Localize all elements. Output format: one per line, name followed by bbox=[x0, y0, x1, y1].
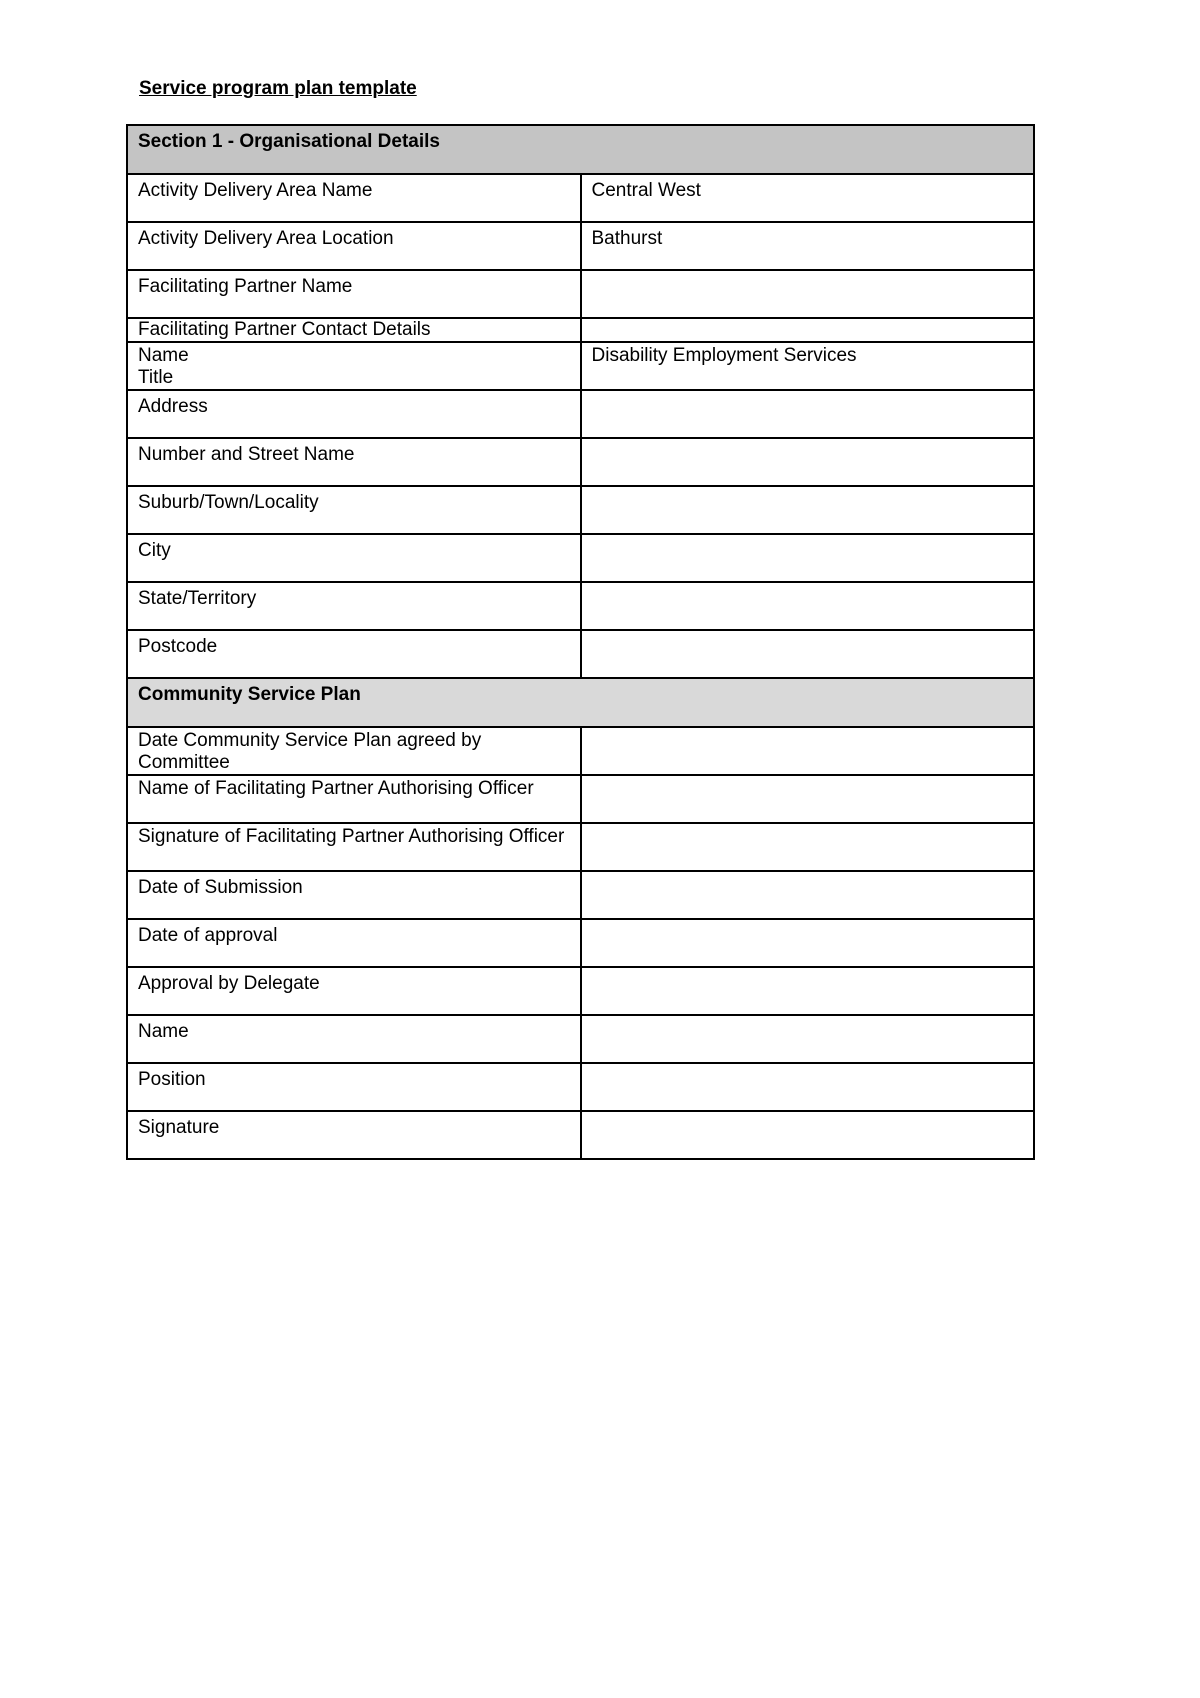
table-row bbox=[127, 270, 1034, 318]
table-row bbox=[127, 342, 1034, 390]
table-row bbox=[127, 871, 1034, 919]
address-value[interactable] bbox=[581, 390, 1035, 438]
table-row bbox=[127, 534, 1034, 582]
date-of-submission-label: Date of Submission bbox=[127, 871, 581, 919]
suburb-town-locality-label: Suburb/Town/Locality bbox=[127, 486, 581, 534]
delegate-name-label: Name bbox=[127, 1015, 581, 1063]
section-1-heading: Section 1 - Organisational Details bbox=[127, 125, 1034, 174]
community-service-plan-header-row bbox=[127, 678, 1034, 727]
state-territory-value[interactable] bbox=[581, 582, 1035, 630]
number-and-street-name-value[interactable] bbox=[581, 438, 1035, 486]
table-row bbox=[127, 967, 1034, 1015]
facilitating-partner-name-value[interactable] bbox=[581, 270, 1035, 318]
authorising-officer-name-value[interactable] bbox=[581, 775, 1035, 823]
table-row bbox=[127, 823, 1034, 871]
table-row bbox=[127, 1063, 1034, 1111]
number-and-street-name-label: Number and Street Name bbox=[127, 438, 581, 486]
table-row bbox=[127, 222, 1034, 270]
facilitating-partner-contact-details-label: Facilitating Partner Contact Details bbox=[127, 318, 581, 342]
date-of-approval-value[interactable] bbox=[581, 919, 1035, 967]
table-row bbox=[127, 174, 1034, 222]
table-row bbox=[127, 1111, 1034, 1159]
organisational-details-table bbox=[126, 124, 1035, 1160]
page-title: Service program plan template bbox=[139, 78, 417, 99]
date-of-submission-value[interactable] bbox=[581, 871, 1035, 919]
activity-delivery-area-location-label: Activity Delivery Area Location bbox=[127, 222, 581, 270]
table-row bbox=[127, 919, 1034, 967]
community-service-plan-heading: Community Service Plan bbox=[127, 678, 1034, 727]
date-plan-agreed-value[interactable] bbox=[581, 727, 1035, 775]
table-row bbox=[127, 582, 1034, 630]
table-row bbox=[127, 318, 1034, 342]
table-row bbox=[127, 438, 1034, 486]
activity-delivery-area-name-value[interactable]: Central West bbox=[581, 174, 1035, 222]
delegate-position-value[interactable] bbox=[581, 1063, 1035, 1111]
suburb-town-locality-value[interactable] bbox=[581, 486, 1035, 534]
approval-by-delegate-value[interactable] bbox=[581, 967, 1035, 1015]
delegate-signature-label: Signature bbox=[127, 1111, 581, 1159]
city-value[interactable] bbox=[581, 534, 1035, 582]
table-row bbox=[127, 775, 1034, 823]
postcode-label: Postcode bbox=[127, 630, 581, 678]
approval-by-delegate-label: Approval by Delegate bbox=[127, 967, 581, 1015]
table-row bbox=[127, 727, 1034, 775]
authorising-officer-name-label: Name of Facilitating Partner Authorising Officer bbox=[127, 775, 581, 823]
date-plan-agreed-label: Date Community Service Plan agreed by Committee bbox=[127, 727, 581, 775]
delegate-position-label: Position bbox=[127, 1063, 581, 1111]
authorising-officer-signature-value[interactable] bbox=[581, 823, 1035, 871]
authorising-officer-signature-label: Signature of Facilitating Partner Authorising Officer bbox=[127, 823, 581, 871]
table-row bbox=[127, 390, 1034, 438]
delegate-name-value[interactable] bbox=[581, 1015, 1035, 1063]
section-1-header-row bbox=[127, 125, 1034, 174]
postcode-value[interactable] bbox=[581, 630, 1035, 678]
contact-name-title-value[interactable]: Disability Employment Services bbox=[581, 342, 1035, 390]
address-label: Address bbox=[127, 390, 581, 438]
activity-delivery-area-name-label: Activity Delivery Area Name bbox=[127, 174, 581, 222]
table-row bbox=[127, 630, 1034, 678]
facilitating-partner-contact-details-value[interactable] bbox=[581, 318, 1035, 342]
state-territory-label: State/Territory bbox=[127, 582, 581, 630]
facilitating-partner-name-label: Facilitating Partner Name bbox=[127, 270, 581, 318]
contact-name-title-label: Name Title bbox=[127, 342, 581, 390]
city-label: City bbox=[127, 534, 581, 582]
table-row bbox=[127, 1015, 1034, 1063]
activity-delivery-area-location-value[interactable]: Bathurst bbox=[581, 222, 1035, 270]
date-of-approval-label: Date of approval bbox=[127, 919, 581, 967]
delegate-signature-value[interactable] bbox=[581, 1111, 1035, 1159]
table-row bbox=[127, 486, 1034, 534]
